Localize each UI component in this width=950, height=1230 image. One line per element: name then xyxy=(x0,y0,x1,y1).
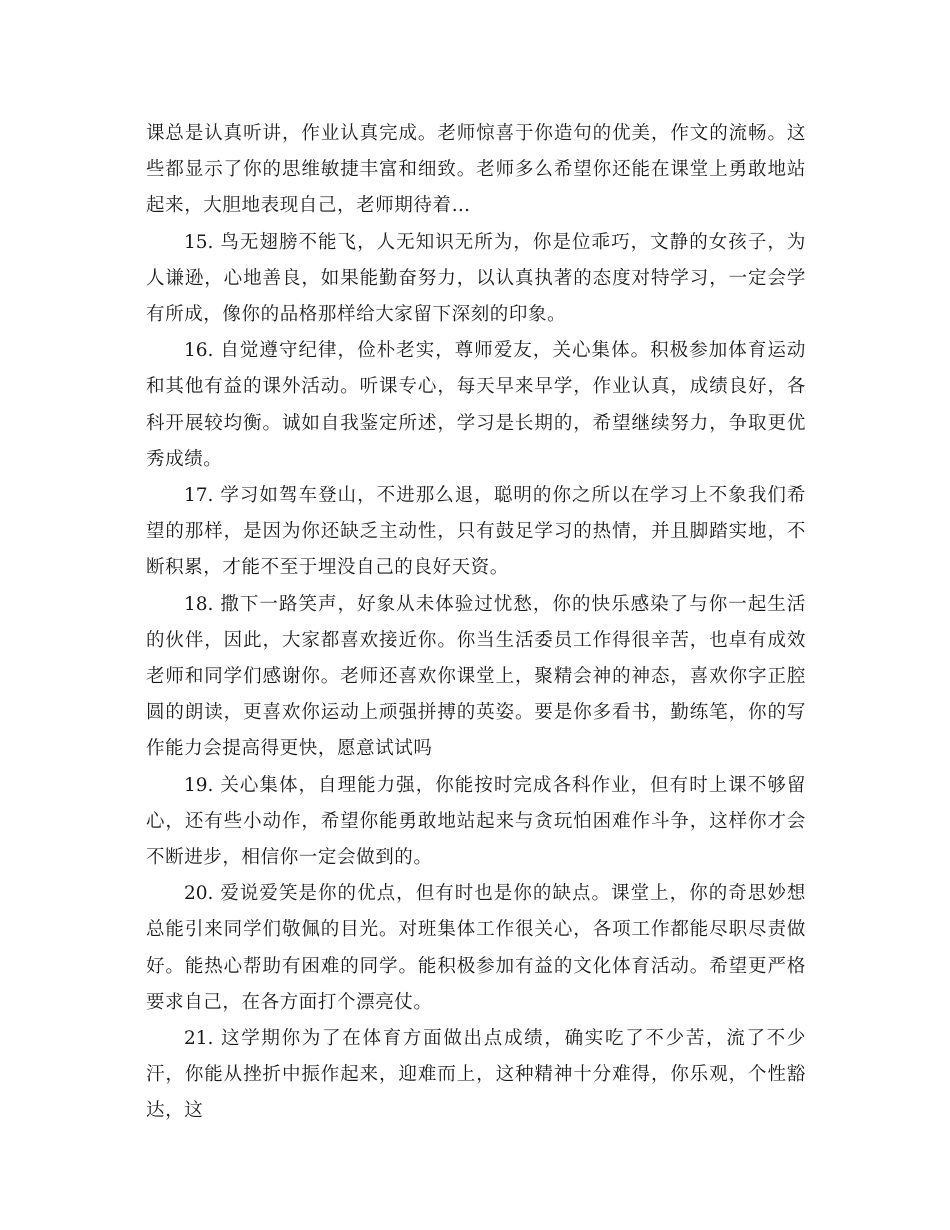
paragraph-number: 17. xyxy=(184,485,214,507)
paragraph-number: 20. xyxy=(184,883,214,905)
paragraph-text: 鸟无翅膀不能飞，人无知识无所为，你是位乖巧，文静的女孩子，为人谦逊，心地善良，如果能勤奋努力，以认真执著的态度对特学习，一定会学有所成，像你的品格那样给大家留下深刻的印象。 xyxy=(146,231,806,326)
paragraph-text: 撒下一路笑声，好象从未体验过忧愁，你的快乐感染了与你一起生活的伙伴，因此，大家都喜欢接近你。你当生活委员工作得很辛苦，也卓有成效老师和同学们感谢你。老师还喜欢你课堂上，聚精会神的神态，喜欢你字正腔圆的朗读，更喜欢你运动上顽强拼搏的英姿。要是你多看书，勤练笔，你的写作能力会提高得更快，愿意试试吗 xyxy=(146,593,806,760)
paragraph-text: 课总是认真听讲，作业认真完成。老师惊喜于你造句的优美，作文的流畅。这些都显示了你的思维敏捷丰富和细致。老师多么希望你还能在课堂上勇敢地站起来，大胆地表现自己，老师期待着… xyxy=(146,123,806,217)
paragraph-number: 15. xyxy=(184,231,214,253)
paragraph-16 xyxy=(146,333,806,478)
paragraph-19 xyxy=(146,768,806,877)
paragraph-20 xyxy=(146,876,806,1021)
paragraph-text: 自觉遵守纪律，俭朴老实，尊师爱友，关心集体。积极参加体育运动和其他有益的课外活动。听课专心，每天早来早学，作业认真，成绩良好，各科开展较均衡。诚如自我鉴定所述，学习是长期的，希望继续努力，争取更优秀成绩。 xyxy=(146,340,806,470)
paragraph-text: 关心集体，自理能力强，你能按时完成各科作业，但有时上课不够留心，还有些小动作，希望你能勇敢地站起来与贪玩怕困难作斗争，这样你才会不断进步，相信你一定会做到的。 xyxy=(146,774,806,869)
paragraph-21 xyxy=(146,1021,806,1130)
paragraph-text: 爱说爱笑是你的优点，但有时也是你的缺点。课堂上，你的奇思妙想总能引来同学们敬佩的目光。对班集体工作很关心，各项工作都能尽职尽责做好。能热心帮助有困难的同学。能积极参加有益的文化体育活动。希望更严格要求自己，在各方面打个漂亮仗。 xyxy=(146,883,806,1013)
paragraph-number: 18. xyxy=(184,593,214,615)
paragraph-number: 16. xyxy=(184,340,214,362)
paragraph-15 xyxy=(146,225,806,334)
paragraph-continued xyxy=(146,116,806,225)
paragraph-text: 这学期你为了在体育方面做出点成绩，确实吃了不少苦，流了不少汗，你能从挫折中振作起来，迎难而上，这种精神十分难得，你乐观，个性豁达，这 xyxy=(146,1028,806,1122)
paragraph-text: 学习如驾车登山，不进那么退，聪明的你之所以在学习上不象我们希望的那样，是因为你还缺乏主动性，只有鼓足学习的热情，并且脚踏实地，不断积累，才能不至于埋没自己的良好天资。 xyxy=(146,485,806,579)
comment-list xyxy=(146,116,806,1130)
paragraph-18 xyxy=(146,587,806,768)
paragraph-number: 19. xyxy=(184,774,214,796)
paragraph-number: 21. xyxy=(184,1028,214,1050)
paragraph-17 xyxy=(146,478,806,587)
